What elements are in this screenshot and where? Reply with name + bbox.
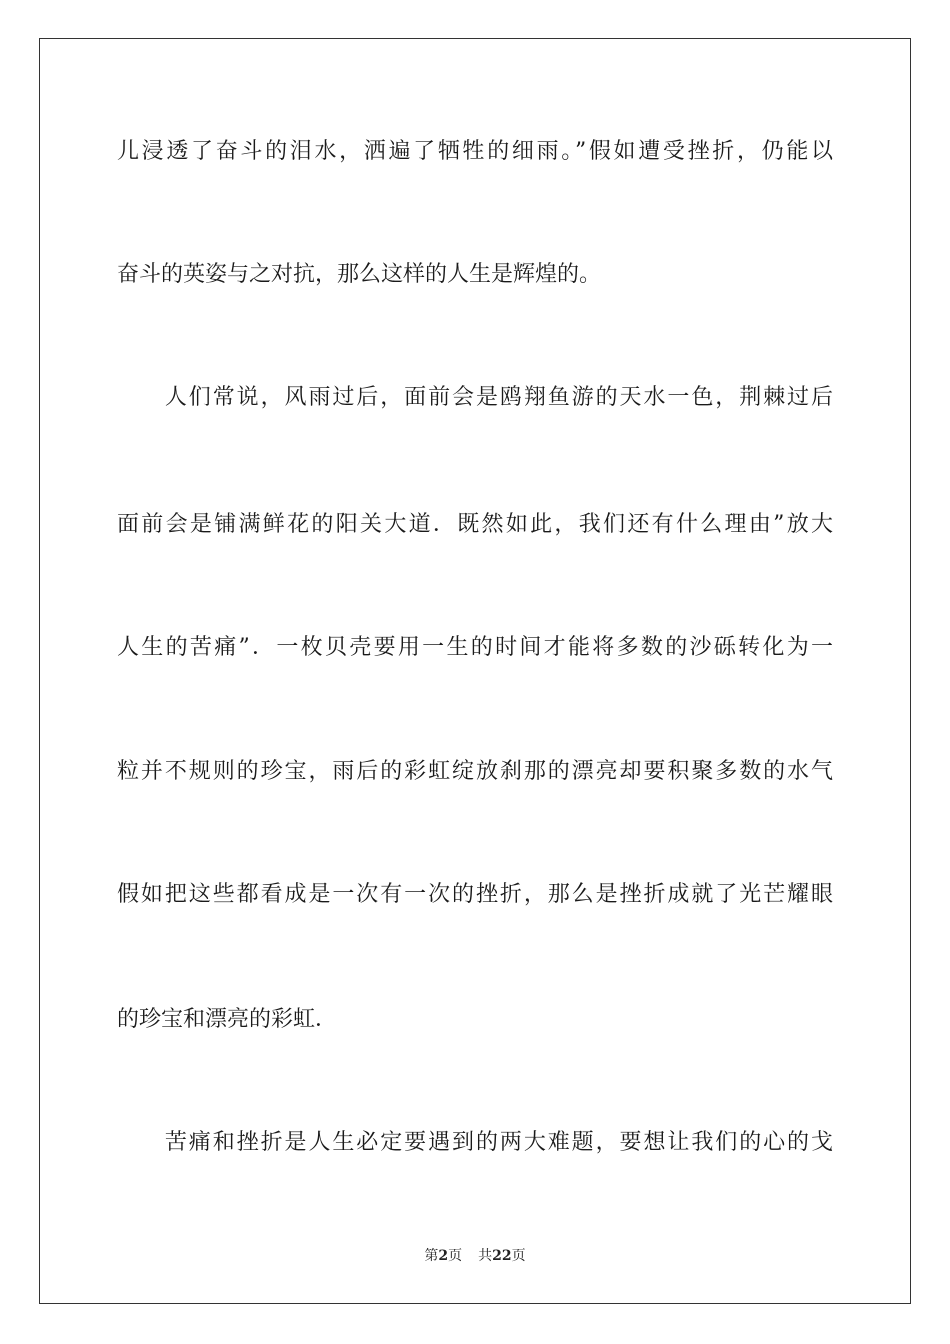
page-label-prefix: 第 (424, 1248, 439, 1264)
text-line: 假如把这些都看成是一次有一次的挫折，那么是挫折成就了光芒耀眼 (117, 882, 833, 907)
page-label-suffix: 页 (448, 1248, 463, 1264)
total-label-prefix: 共 (478, 1248, 493, 1264)
text-line: 人们常说，风雨过后，面前会是鸥翔鱼游的天水一色，荆棘过后 (117, 385, 833, 410)
text-line: 粒并不规则的珍宝，雨后的彩虹绽放刹那的漂亮却要积聚多数的水气 (117, 759, 833, 784)
total-pages: 22 (492, 1248, 512, 1264)
text-line: 奋斗的英姿与之对抗，那么这样的人生是辉煌的。 (117, 262, 602, 287)
text-line: 儿浸透了奋斗的泪水，洒遍了牺牲的细雨。”假如遭受挫折，仍能以 (117, 139, 833, 164)
page-footer (0, 1246, 950, 1266)
text-line: 人生的苦痛”．一枚贝壳要用一生的时间才能将多数的沙砾转化为一 (117, 635, 833, 660)
total-label-suffix: 页 (511, 1248, 526, 1264)
text-line: 苦痛和挫折是人生必定要遇到的两大难题，要想让我们的心的戈 (117, 1130, 833, 1155)
page-number: 2 (438, 1248, 449, 1264)
page-border (39, 38, 911, 1304)
text-line: 面前会是铺满鲜花的阳关大道．既然如此，我们还有什么理由”放大 (117, 512, 833, 537)
text-line: 的珍宝和漂亮的彩虹． (117, 1007, 338, 1032)
